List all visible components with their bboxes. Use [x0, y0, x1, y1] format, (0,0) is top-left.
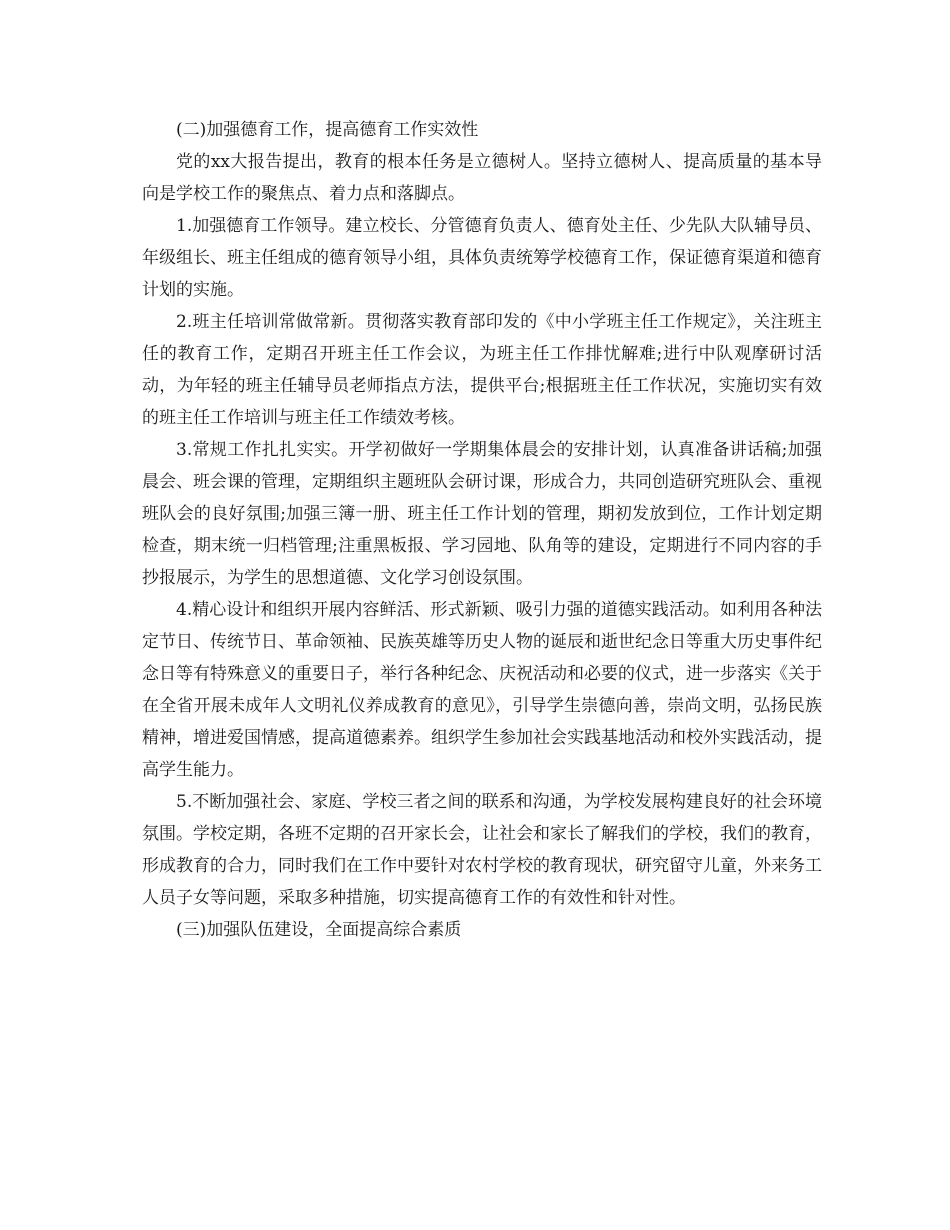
- item-1-paragraph: 1.加强德育工作领导。建立校长、分管德育负责人、德育处主任、少先队大队辅导员、年级组长、班主任组成的德育领导小组，具体负责统筹学校德育工作，保证德育渠道和德育计划的实施。: [142, 216, 822, 300]
- section-two-heading: (二)加强德育工作，提高德育工作实效性: [176, 120, 479, 140]
- intro-paragraph: 党的xx大报告提出，教育的根本任务是立德树人。坚持立德树人、提高质量的基本导向是学校工作的聚焦点、着力点和落脚点。: [142, 152, 822, 204]
- item-2-paragraph: 2.班主任培训常做常新。贯彻落实教育部印发的《中小学班主任工作规定》，关注班主任的教育工作，定期召开班主任工作会议，为班主任工作排忧解难;进行中队观摩研讨活动，为年轻的班主任辅导员老师指点方法，提供平台;根据班主任工作状况，实施切实有效的班主任工作培训与班主任工作绩效考核。: [142, 312, 822, 428]
- section-three-heading: (三)加强队伍建设，全面提高综合素质: [176, 920, 462, 940]
- item-4-paragraph: 4.精心设计和组织开展内容鲜活、形式新颖、吸引力强的道德实践活动。如利用各种法定节日、传统节日、革命领袖、民族英雄等历史人物的诞辰和逝世纪念日等重大历史事件纪念日等有特殊意义的重要日子，举行各种纪念、庆祝活动和必要的仪式，进一步落实《关于在全省开展未成年人文明礼仪养成教育的意见》，引导学生崇德向善，崇尚文明，弘扬民族精神，增进爱国情感，提高道德素养。组织学生参加社会实践基地活动和校外实践活动，提高学生能力。: [142, 600, 822, 780]
- document-body: [142, 114, 822, 946]
- item-3-paragraph: 3.常规工作扎扎实实。开学初做好一学期集体晨会的安排计划，认真准备讲话稿;加强晨会、班会课的管理，定期组织主题班队会研讨课，形成合力，共同创造研究班队会、重视班队会的良好氛围;加强三簿一册、班主任工作计划的管理，期初发放到位，工作计划定期检查，期末统一归档管理;注重黑板报、学习园地、队角等的建设，定期进行不同内容的手抄报展示，为学生的思想道德、文化学习创设氛围。: [142, 440, 822, 588]
- item-5-paragraph: 5.不断加强社会、家庭、学校三者之间的联系和沟通，为学校发展构建良好的社会环境氛围。学校定期，各班不定期的召开家长会，让社会和家长了解我们的学校，我们的教育，形成教育的合力，同时我们在工作中要针对农村学校的教育现状，研究留守儿童，外来务工人员子女等问题，采取多种措施，切实提高德育工作的有效性和针对性。: [142, 792, 822, 908]
